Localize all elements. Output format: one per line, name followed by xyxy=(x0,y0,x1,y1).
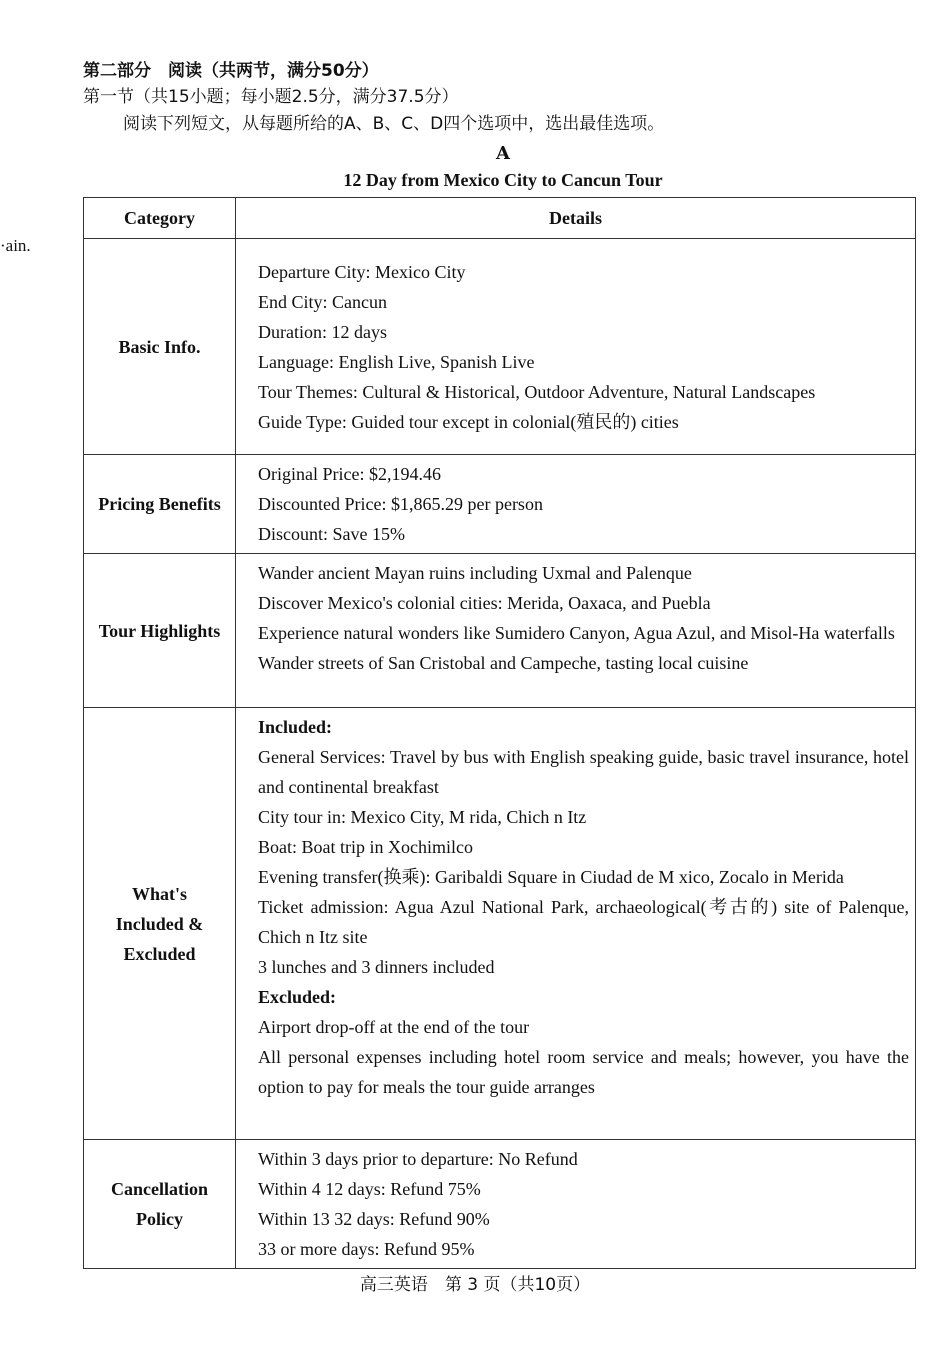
part-title: 第二部分 阅读（共两节，满分50分） xyxy=(83,61,379,81)
details-cell xyxy=(236,554,916,708)
detail-line: Duration: 12 days xyxy=(258,322,387,342)
category-cell: Pricing Benefits xyxy=(84,455,236,554)
header-details: Details xyxy=(236,198,916,239)
page-footer: 高三英语 第 3 页（共10页） xyxy=(359,1275,591,1295)
category-cell: What's Included & Excluded xyxy=(84,708,236,1140)
detail-line: Guide Type: Guided tour except in colonial(殖民的) cities xyxy=(258,412,679,432)
detail-line: 3 lunches and 3 dinners included xyxy=(258,957,495,977)
details-cell xyxy=(236,1140,916,1269)
excluded-label: Excluded: xyxy=(258,987,337,1007)
table-header-row xyxy=(84,198,916,239)
detail-line: City tour in: Mexico City, M rida, Chich n Itz xyxy=(258,807,587,827)
passage-title: 12 Day from Mexico City to Cancun Tour xyxy=(343,170,663,190)
detail-line: 33 or more days: Refund 95% xyxy=(258,1239,475,1259)
detail-line: General Services: Travel by bus with English speaking guide, basic travel insurance, hotel and continental breakfast xyxy=(258,747,909,797)
tour-table xyxy=(83,197,916,1269)
detail-line: Within 13 32 days: Refund 90% xyxy=(258,1209,490,1229)
detail-line: Within 3 days prior to departure: No Refund xyxy=(258,1149,578,1169)
section-line: 第一节（共15小题；每小题2.5分，满分37.5分） xyxy=(83,87,459,107)
table-row xyxy=(84,1140,916,1269)
detail-line: Ticket admission: Agua Azul National Park, archaeological(考古的) site of Palenque, Chich n Itz site xyxy=(258,897,909,947)
header-category: Category xyxy=(84,198,236,239)
table-row xyxy=(84,708,916,1140)
detail-line: End City: Cancun xyxy=(258,292,387,312)
detail-line: Departure City: Mexico City xyxy=(258,262,466,282)
category-cell: Cancellation Policy xyxy=(84,1140,236,1269)
details-cell xyxy=(236,455,916,554)
included-label: Included: xyxy=(258,717,333,737)
detail-line: Original Price: $2,194.46 xyxy=(258,464,441,484)
details-cell xyxy=(236,239,916,455)
detail-line: All personal expenses including hotel room service and meals; however, you have the option to pay for meals the tour guide arranges xyxy=(258,1047,909,1097)
instruction-text: 阅读下列短文，从每题所给的A、B、C、D四个选项中，选出最佳选项。 xyxy=(123,114,665,134)
detail-line: Within 4 12 days: Refund 75% xyxy=(258,1179,481,1199)
detail-line: Airport drop-off at the end of the tour xyxy=(258,1017,530,1037)
detail-line: Wander streets of San Cristobal and Campeche, tasting local cuisine xyxy=(258,653,749,673)
detail-line: Experience natural wonders like Sumidero Canyon, Agua Azul, and Misol-Ha waterfalls xyxy=(258,623,895,643)
detail-line: Discount: Save 15% xyxy=(258,524,405,544)
detail-line: Discounted Price: $1,865.29 per person xyxy=(258,494,543,514)
category-cell: Tour Highlights xyxy=(84,554,236,708)
detail-line: Language: English Live, Spanish Live xyxy=(258,352,535,372)
detail-line: Boat: Boat trip in Xochimilco xyxy=(258,837,473,857)
table-row xyxy=(84,455,916,554)
exam-header xyxy=(83,58,923,194)
margin-text-fragment: ·ain. xyxy=(0,236,31,255)
details-cell xyxy=(236,708,916,1140)
category-cell: Basic Info. xyxy=(84,239,236,455)
detail-line: Discover Mexico's colonial cities: Merida, Oaxaca, and Puebla xyxy=(258,593,711,613)
table-row xyxy=(84,554,916,708)
detail-line: Evening transfer(换乘): Garibaldi Square in Ciudad de M xico, Zocalo in Merida xyxy=(258,867,844,887)
detail-line: Wander ancient Mayan ruins including Uxmal and Palenque xyxy=(258,563,692,583)
table-row xyxy=(84,239,916,455)
detail-line: Tour Themes: Cultural & Historical, Outdoor Adventure, Natural Landscapes xyxy=(258,382,816,402)
passage-letter: A xyxy=(496,143,510,164)
